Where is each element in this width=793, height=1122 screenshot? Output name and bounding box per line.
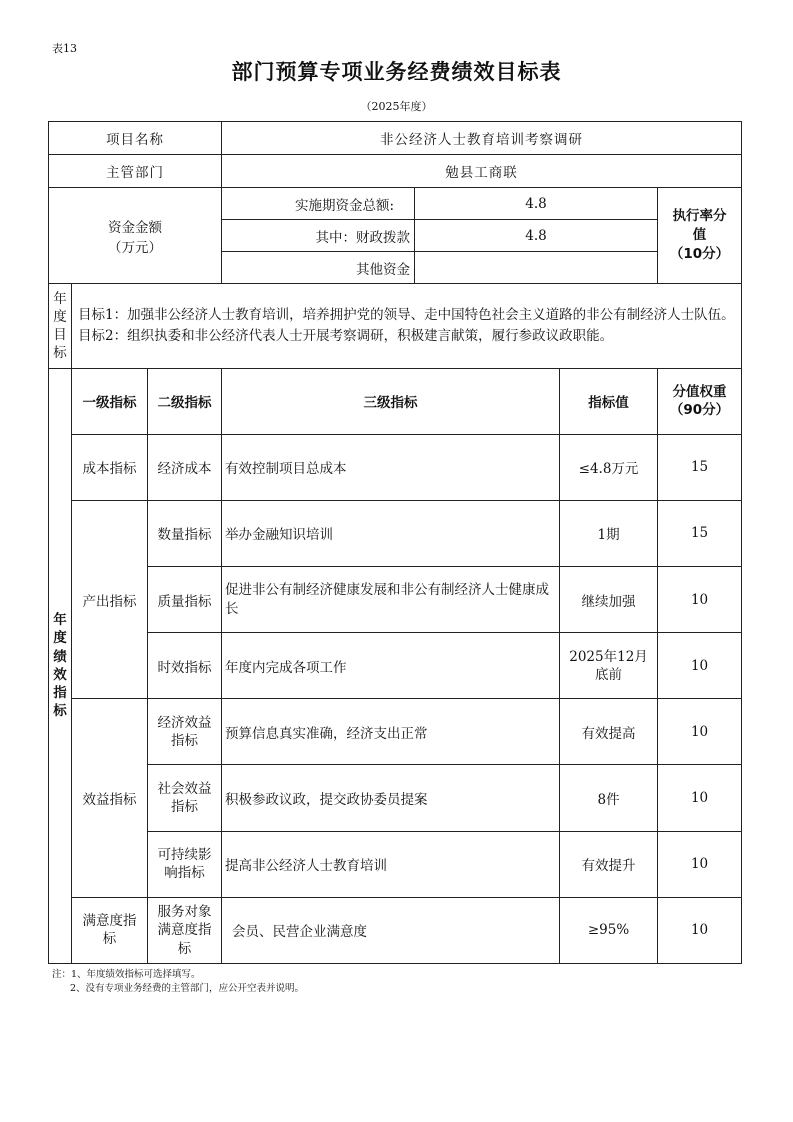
budget-year: （2025年度） — [360, 100, 433, 113]
value-cell: ≤4.8万元 — [560, 434, 658, 500]
department-label: 主管部门 — [49, 155, 222, 188]
table-row — [49, 699, 742, 765]
table-row — [49, 567, 742, 633]
value-cell: 1期 — [560, 500, 658, 566]
funds-fiscal-label: 其中：财政拨款 — [222, 220, 415, 252]
level2-cell: 经济成本 — [148, 434, 222, 500]
annual-goals-label: 年 度 目 标 — [49, 284, 72, 368]
table-row — [49, 500, 742, 566]
performance-indicators-side-label: 年 度 绩 效 指 标 — [49, 368, 72, 963]
level1-cell: 满意度指标 — [72, 897, 148, 963]
level3-cell: 会员、民营企业满意度 — [222, 897, 560, 963]
level1-cell: 效益指标 — [72, 699, 148, 897]
value-cell: 8件 — [560, 765, 658, 831]
table-row — [49, 633, 742, 699]
header-level1: 一级指标 — [72, 368, 148, 434]
funds-fiscal-value: 4.8 — [415, 220, 658, 252]
weight-cell: 15 — [658, 500, 742, 566]
department-row — [49, 155, 742, 188]
execution-rate-line2: 值 — [692, 227, 707, 244]
execution-rate-line1: 执行率分 — [672, 208, 727, 225]
level3-cell: 促进非公有制经济健康发展和非公有制经济人士健康成长 — [222, 567, 560, 633]
level3-cell: 有效控制项目总成本 — [222, 434, 560, 500]
performance-target-table — [48, 121, 742, 964]
table-row — [49, 831, 742, 897]
header-weight: 分值权重 （90分） — [658, 368, 742, 434]
funds-other-label: 其他资金 — [222, 252, 415, 284]
funds-other-value — [415, 252, 658, 284]
weight-cell: 10 — [658, 897, 742, 963]
level1-cell: 成本指标 — [72, 434, 148, 500]
header-level2: 二级指标 — [148, 368, 222, 434]
funds-label-line2: （万元） — [108, 239, 163, 256]
level2-cell: 可持续影响指标 — [148, 831, 222, 897]
level2-cell: 时效指标 — [148, 633, 222, 699]
form-number: 表13 — [52, 42, 77, 55]
level2-cell: 社会效益指标 — [148, 765, 222, 831]
funds-label — [49, 188, 222, 284]
header-value: 指标值 — [560, 368, 658, 434]
level3-cell: 积极参政议政，提交政协委员提案 — [222, 765, 560, 831]
value-cell: 2025年12月底前 — [560, 633, 658, 699]
department-value: 勉县工商联 — [222, 155, 742, 188]
weight-cell: 10 — [658, 633, 742, 699]
page-title: 部门预算专项业务经费绩效目标表 — [231, 60, 562, 84]
weight-cell: 15 — [658, 434, 742, 500]
level2-cell: 数量指标 — [148, 500, 222, 566]
value-cell: 有效提高 — [560, 699, 658, 765]
table-row — [49, 434, 742, 500]
level2-cell: 经济效益指标 — [148, 699, 222, 765]
header-level3: 三级指标 — [222, 368, 560, 434]
indicator-header-row — [49, 368, 742, 434]
annual-goals-row — [49, 284, 742, 368]
weight-cell: 10 — [658, 567, 742, 633]
note-2: 2、没有专项业务经费的主管部门，应公开空表并说明。 — [70, 983, 305, 994]
level2-cell: 质量指标 — [148, 567, 222, 633]
note-1: 注：1、年度绩效指标可选择填写。 — [52, 969, 201, 980]
weight-cell: 10 — [658, 765, 742, 831]
level2-cell: 服务对象满意度指标 — [148, 897, 222, 963]
funds-total-label: 实施期资金总额: — [222, 188, 415, 220]
value-cell: 有效提升 — [560, 831, 658, 897]
funds-total-row — [49, 188, 742, 220]
weight-cell: 10 — [658, 831, 742, 897]
project-name-label: 项目名称 — [49, 122, 222, 155]
execution-rate-line3: （10分） — [669, 246, 730, 263]
goal-1: 目标1：加强非公经济人士教育培训，培养拥护党的领导、走中国特色社会主义道路的非公有制经济人士队伍。 — [78, 306, 735, 323]
project-name-value: 非公经济人士教育培训考察调研 — [222, 122, 742, 155]
weight-cell: 10 — [658, 699, 742, 765]
funds-label-line1: 资金金额 — [108, 219, 163, 236]
value-cell: 继续加强 — [560, 567, 658, 633]
value-cell: ≥95% — [560, 897, 658, 963]
annual-goals-text — [72, 284, 742, 368]
level3-cell: 年度内完成各项工作 — [222, 633, 560, 699]
level1-cell: 产出指标 — [72, 500, 148, 698]
execution-rate-label — [658, 188, 742, 284]
level3-cell: 预算信息真实准确，经济支出正常 — [222, 699, 560, 765]
table-row — [49, 897, 742, 963]
level3-cell: 提高非公经济人士教育培训 — [222, 831, 560, 897]
goal-2: 目标2：组织执委和非公经济代表人士开展考察调研，积极建言献策，履行参政议政职能。 — [78, 327, 614, 344]
project-name-row — [49, 122, 742, 155]
funds-total-value: 4.8 — [415, 188, 658, 220]
level3-cell: 举办金融知识培训 — [222, 500, 560, 566]
table-row — [49, 765, 742, 831]
